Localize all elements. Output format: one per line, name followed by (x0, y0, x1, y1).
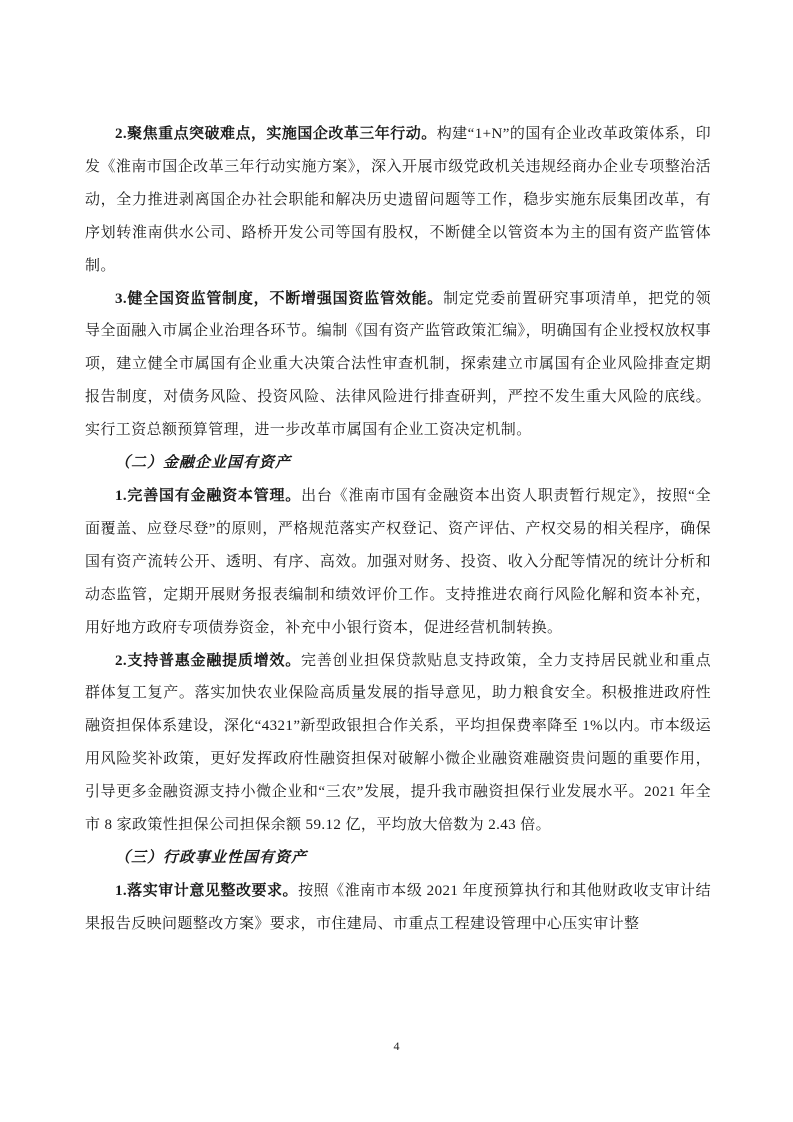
paragraph-audit-rectification (85, 875, 711, 941)
paragraph-lead: 2.支持普惠金融提质增效。 (115, 652, 302, 669)
paragraph-inclusive-finance (85, 645, 711, 842)
paragraph-text: 构建“1+N”的国有企业改革政策体系，印发《淮南市国企改革三年行动实施方案》，深入开展市级党政机关违规经商办企业专项整治活动，全力推进剥离国企办社会职能和解决历史遗留问题等工作，稳步实施东辰集团改革，有序划转淮南供水公司、路桥开发公司等国有股权，不断健全以管资本为主的国有资产监管体制。 (85, 126, 711, 274)
paragraph-lead: 1.完善国有金融资本管理。 (115, 487, 302, 504)
document-body (85, 118, 711, 941)
paragraph-soe-reform (85, 118, 711, 283)
paragraph-supervision-system (85, 283, 711, 448)
section-heading-financial-assets: （二）金融企业国有资产 (115, 455, 292, 472)
paragraph-text: 按照《淮南市本级 2021 年度预算执行和其他财政收支审计结果报告反映问题整改方案》要求，市住建局、市重点工程建设管理中心压实审计整 (85, 882, 711, 932)
paragraph-text: 完善创业担保贷款贴息支持政策，全力支持居民就业和重点群体复工复产。落实加快农业保险高质量发展的指导意见，助力粮食安全。积极推进政府性融资担保体系建设，深化“4321”新型政银担合作关系，平均担保费率降至 1%以内。市本级运用风险奖补政策，更好发挥政府性融资担保对破解小微企业融资难融资贵问题的重要作用，引导更多金融资源支持小微企业和“三农”发展，提升我市融资担保行业发展水平。2021 年全市 8 家政策性担保公司担保余额 59.12 亿，平均放大倍数为 2.43 倍。 (85, 652, 712, 834)
paragraph-financial-capital (85, 480, 711, 645)
section-heading-administrative-assets: （三）行政事业性国有资产 (115, 849, 308, 866)
paragraph-lead: 1.落实审计意见整改要求。 (115, 882, 299, 899)
paragraph-lead: 3.健全国资监管制度，不断增强国资监管效能。 (115, 290, 444, 307)
paragraph-text: 制定党委前置研究事项清单，把党的领导全面融入市属企业治理各环节。编制《国有资产监管政策汇编》，明确国有企业授权放权事项，建立健全市属国有企业重大决策合法性审查机制，探索建立市属国有企业风险排查定期报告制度，对债务风险、投资风险、法律风险进行排查研判，严控不发生重大风险的底线。实行工资总额预算管理，进一步改革市属国有企业工资决定机制。 (85, 290, 711, 439)
paragraph-text: 出台《淮南市国有金融资本出资人职责暂行规定》，按照“全面覆盖、应登尽登”的原则，严格规范落实产权登记、资产评估、产权交易的相关程序，确保国有资产流转公开、透明、有序、高效。加强对财务、投资、收入分配等情况的统计分析和动态监管，定期开展财务报表编制和绩效评价工作。支持推进农商行风险化解和资本补充，用好地方政府专项债券资金，补充中小银行资本，促进经营机制转换。 (85, 487, 711, 636)
paragraph-lead: 2.聚焦重点突破难点，实施国企改革三年行动。 (115, 126, 437, 142)
page-number: 4 (393, 1039, 400, 1053)
